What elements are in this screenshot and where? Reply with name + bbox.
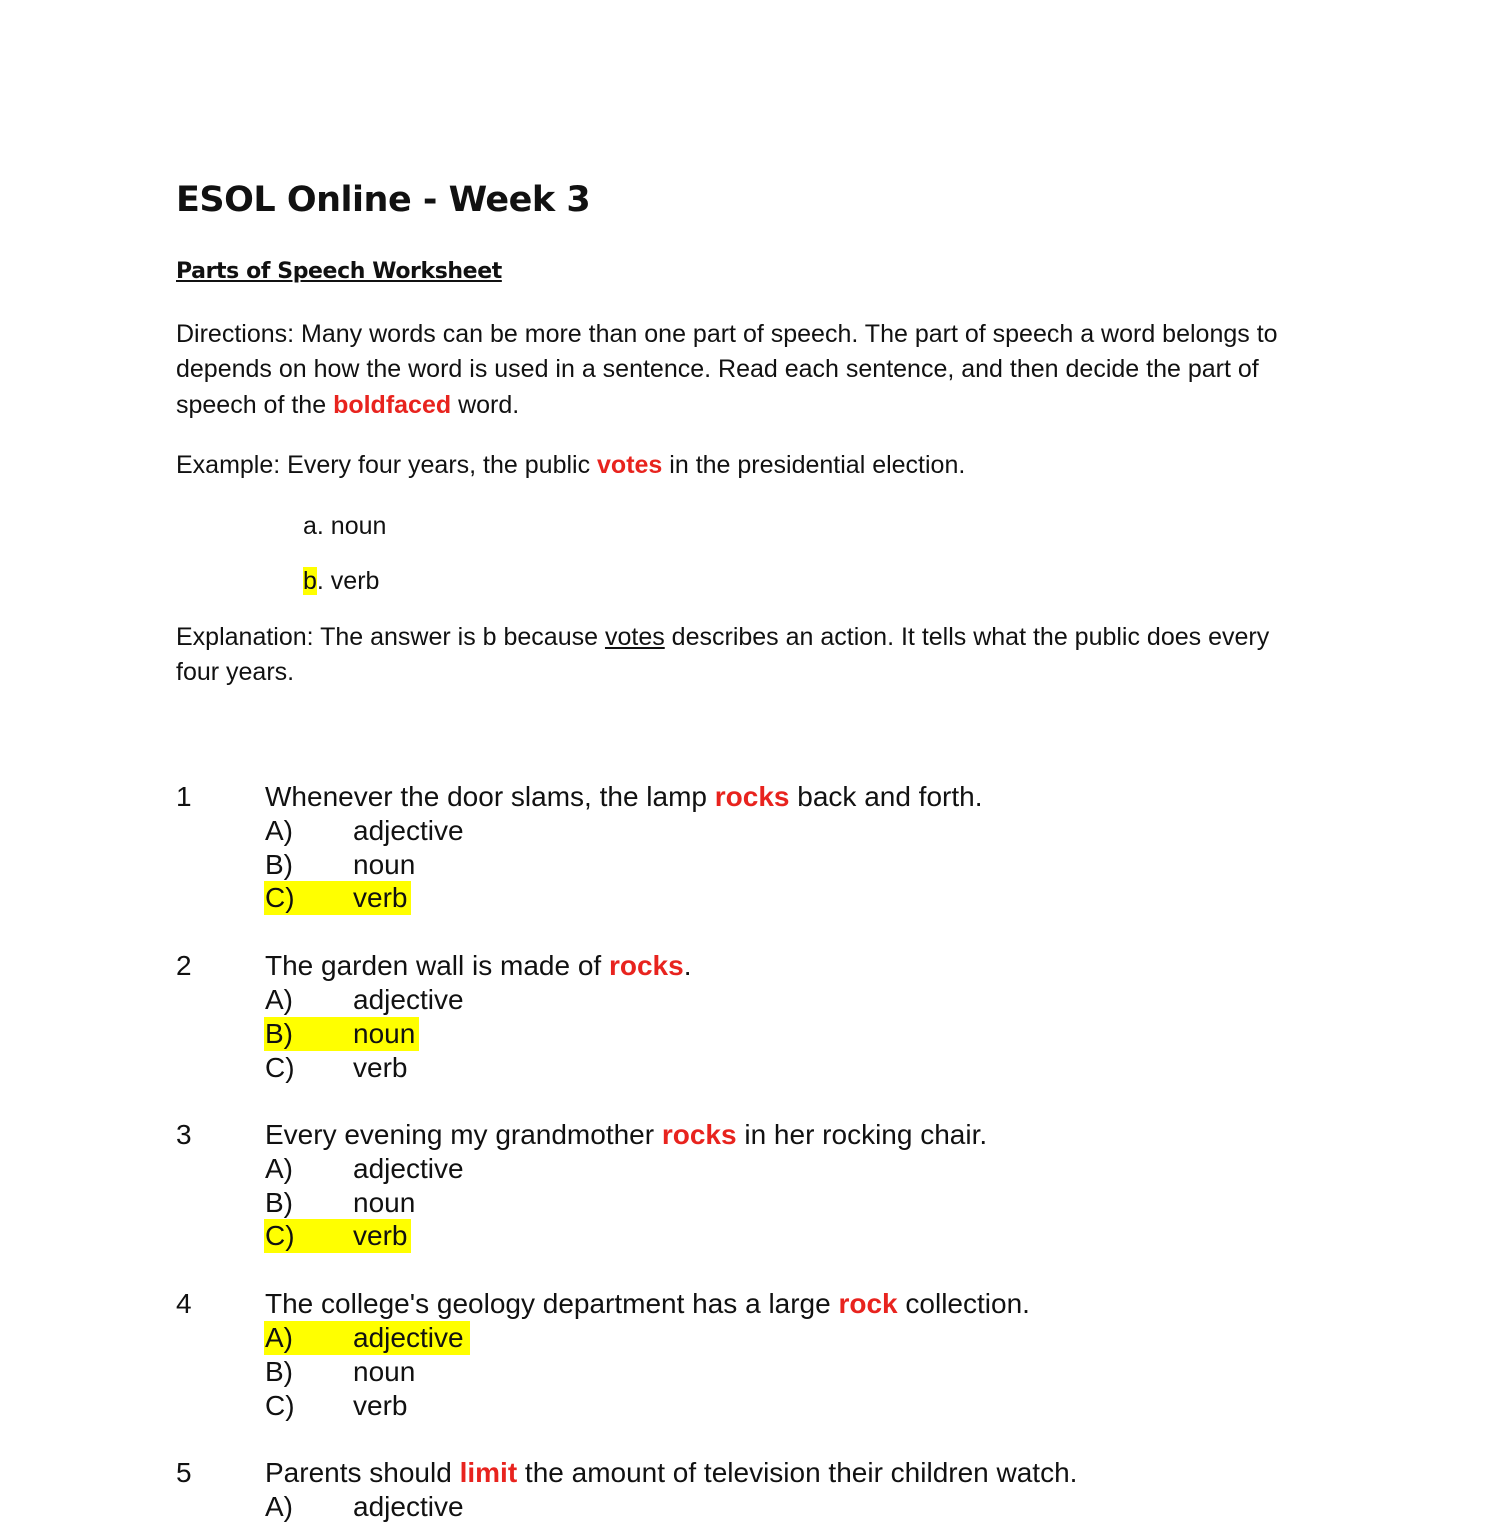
option-word: verb [353, 1052, 408, 1083]
question-sentence [265, 1456, 1077, 1490]
example-text-end: in the presidential election. [662, 451, 966, 479]
option-word: noun [353, 1018, 416, 1049]
question-text-end: the amount of television their children watch. [517, 1457, 1078, 1488]
option-letter: B) [265, 849, 293, 880]
option-letter: A) [265, 1153, 293, 1184]
explanation-underlined-word: votes [604, 623, 665, 651]
example-option-b-text: . verb [316, 567, 380, 595]
question-text: Whenever the door slams, the lamp [265, 781, 715, 812]
option-letter: B) [265, 1187, 293, 1218]
option-word: adjective [353, 815, 464, 846]
option-letter: A) [265, 815, 293, 846]
question-bold-word: rocks [714, 781, 790, 812]
option-letter: C) [265, 1052, 295, 1083]
directions-line-2: depends on how the word is used in a sentence. Read each sentence, and then decide the part of [176, 355, 1259, 383]
question-text-end: back and forth. [789, 781, 983, 812]
question-bold-word: rocks [661, 1119, 737, 1150]
question-sentence [265, 949, 691, 983]
option-letter: A) [265, 1491, 293, 1522]
question-number: 3 [176, 1119, 192, 1150]
explanation-line-2: four years. [176, 658, 295, 686]
example-bold-word: votes [597, 451, 663, 479]
option-letter: B) [265, 1356, 293, 1387]
option-letter: C) [265, 882, 295, 913]
question-number: 4 [176, 1288, 192, 1319]
option-letter: C) [265, 1220, 295, 1251]
example-answer-highlight: b [303, 567, 317, 595]
question-text: The garden wall is made of [265, 950, 609, 981]
option-word: noun [353, 1356, 416, 1387]
option-word: verb [353, 1220, 408, 1251]
option-letter: A) [265, 1322, 293, 1353]
directions-text: speech of the [176, 391, 334, 419]
option-word: adjective [353, 1153, 464, 1184]
question-text-end: collection. [897, 1288, 1030, 1319]
question-sentence [265, 1287, 1030, 1321]
option-word: verb [353, 882, 408, 913]
option-word: adjective [353, 1491, 464, 1522]
question-bold-word: rock [838, 1288, 898, 1319]
example-text: Example: Every four years, the public [176, 451, 598, 479]
question-number: 5 [176, 1457, 192, 1488]
worksheet-subtitle: Parts of Speech Worksheet [176, 259, 502, 284]
option-letter: A) [265, 984, 293, 1015]
directions-bold-word: boldfaced [333, 391, 452, 419]
question-number: 2 [176, 950, 192, 981]
directions-text-end: word. [451, 391, 520, 419]
explanation-text-end: describes an action. It tells what the public does every [664, 623, 1270, 651]
option-word: adjective [353, 1322, 464, 1353]
option-word: adjective [353, 984, 464, 1015]
page-title: ESOL Online - Week 3 [176, 180, 591, 220]
question-sentence [265, 1118, 987, 1152]
option-word: noun [353, 849, 416, 880]
option-letter: C) [265, 1390, 295, 1421]
question-text: The college's geology department has a large [265, 1288, 839, 1319]
option-word: noun [353, 1187, 416, 1218]
explanation-text: Explanation: The answer is b because [176, 623, 605, 651]
question-text-end: . [683, 950, 692, 981]
question-bold-word: limit [459, 1457, 518, 1488]
question-sentence [265, 780, 983, 814]
question-text: Parents should [265, 1457, 460, 1488]
directions-line-1: Directions: Many words can be more than one part of speech. The part of speech a word belongs to [176, 320, 1278, 348]
option-letter: B) [265, 1018, 293, 1049]
question-number: 1 [176, 781, 192, 812]
explanation-line-1 [176, 620, 1269, 656]
example-sentence [176, 448, 965, 484]
example-option-a: a. noun [303, 512, 387, 540]
directions-line-3 [176, 388, 519, 424]
question-bold-word: rocks [608, 950, 684, 981]
option-word: verb [353, 1390, 408, 1421]
question-text: Every evening my grandmother [265, 1119, 662, 1150]
question-text-end: in her rocking chair. [736, 1119, 988, 1150]
example-option-b [303, 564, 379, 600]
